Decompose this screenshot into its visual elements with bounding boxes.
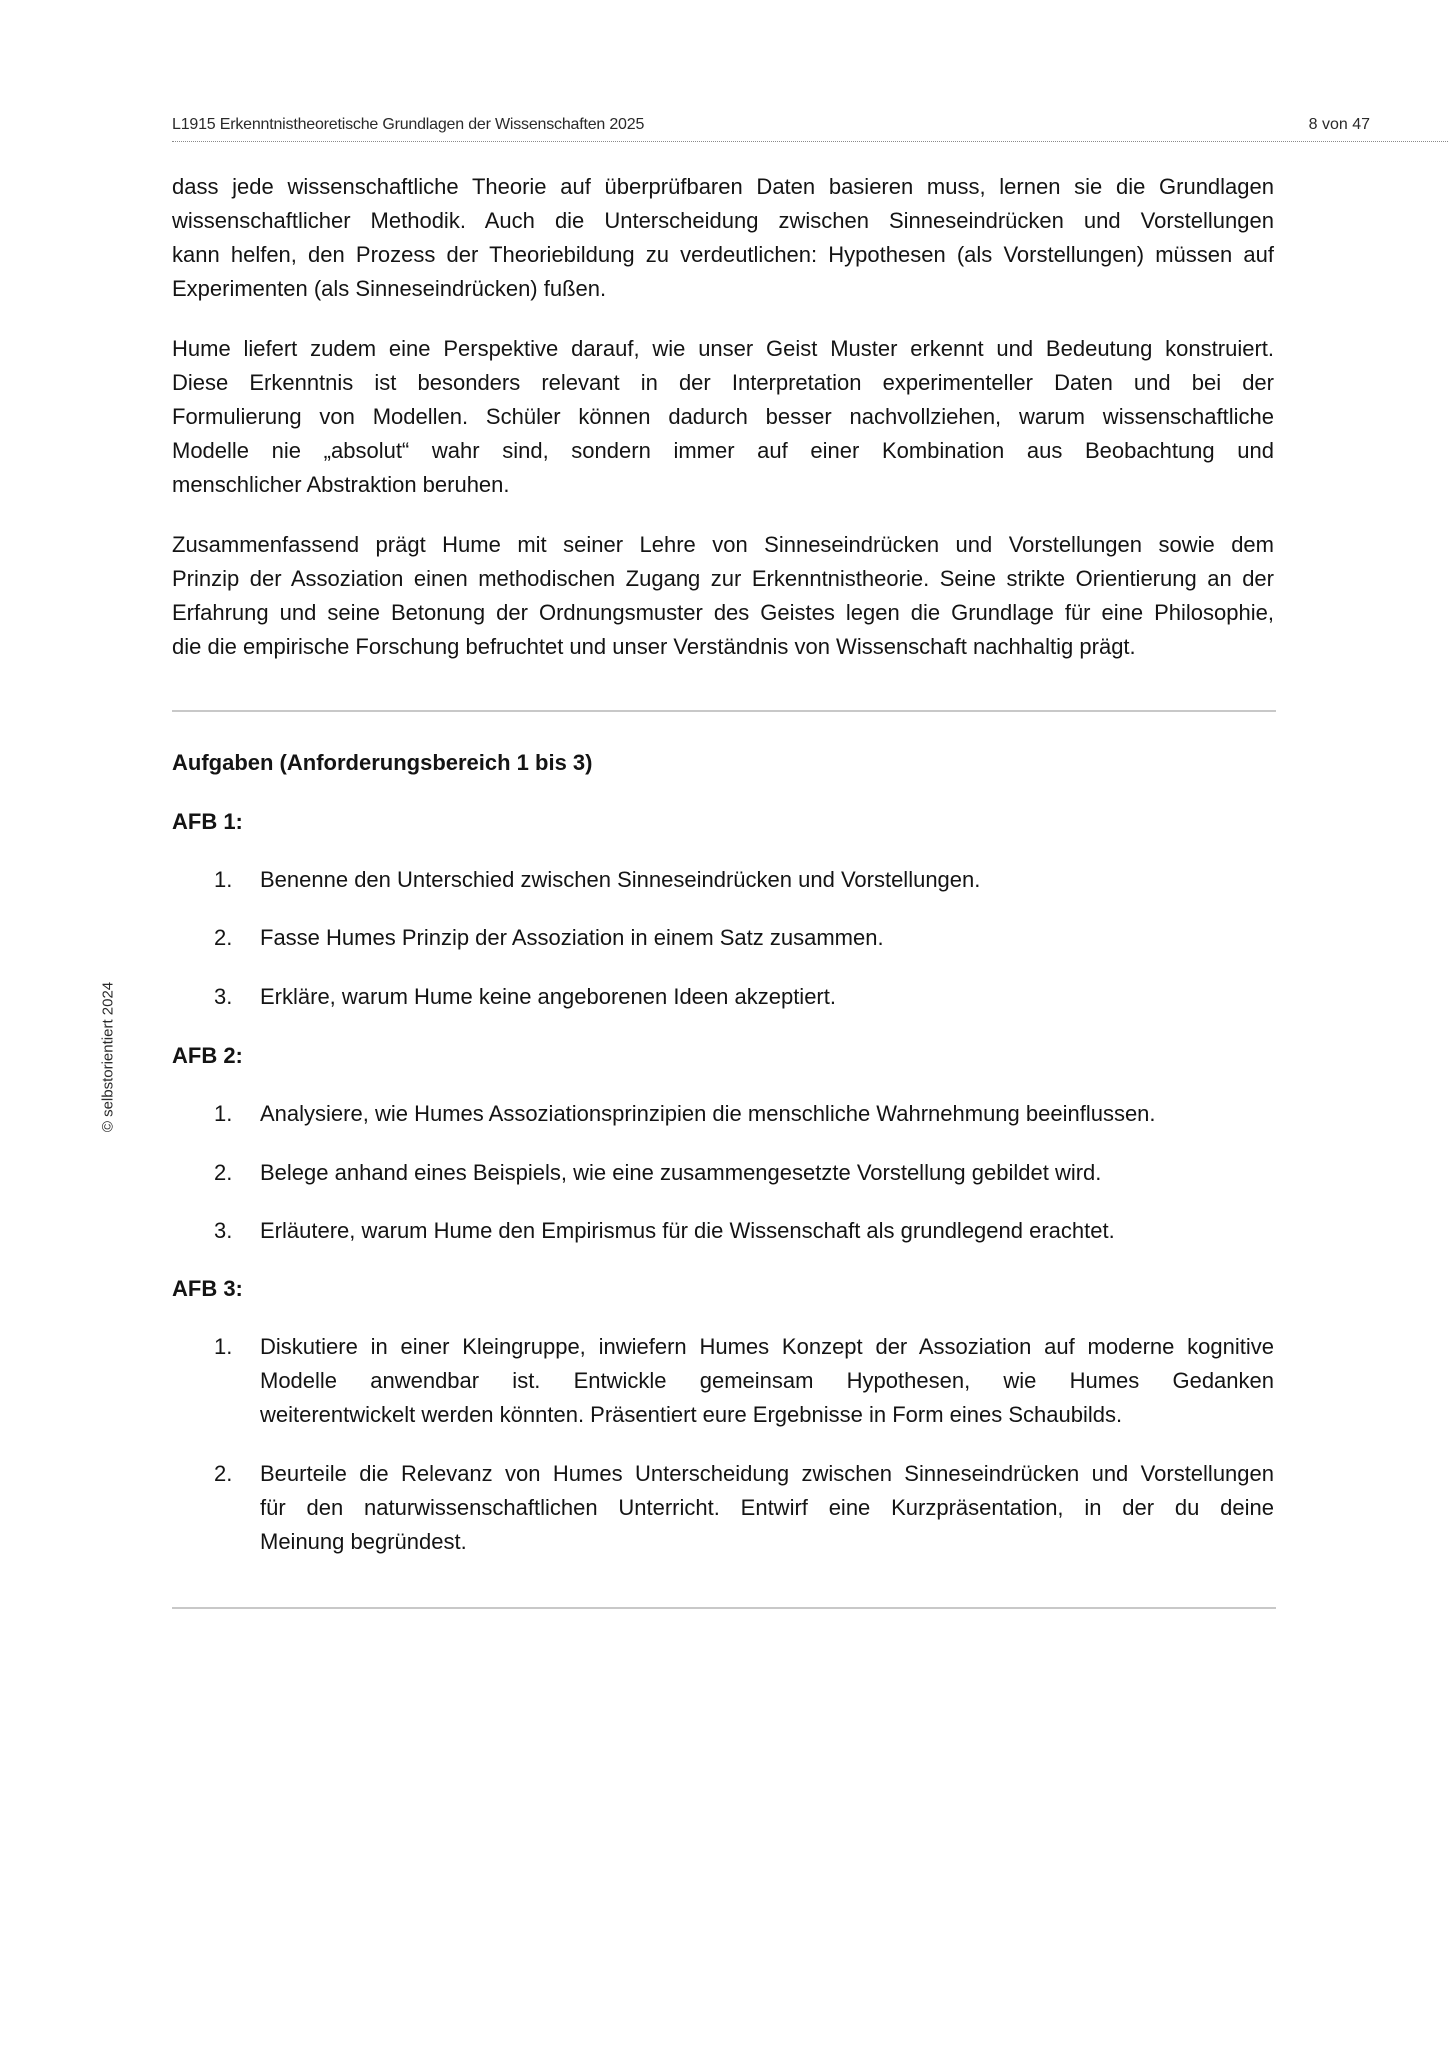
item-text: Erläutere, warum Hume den Empirismus für die Wissenschaft als grundlegend erachtet. [260, 1218, 1115, 1243]
tasks-heading: Aufgaben (Anforderungsbereich 1 bis 3) [172, 750, 593, 775]
text-line: Zusammenfassend prägt Hume mit seiner Lehre von Sinneseindrücken und Vorstellungen sowie dem [172, 532, 1274, 557]
section-divider [172, 1607, 1276, 1609]
section-label: AFB 2: [172, 1043, 243, 1068]
item-text: Erkläre, warum Hume keine angeborenen Ideen akzeptiert. [260, 984, 836, 1009]
page-indicator: 8 von 47 [1308, 116, 1370, 133]
document-title: L1915 Erkenntnistheoretische Grundlagen der Wissenschaften 2025 [172, 116, 645, 133]
text-line: Diese Erkenntnis ist besonders relevant in der Interpretation experimenteller Daten und bei der [172, 370, 1274, 395]
text-line: Hume liefert zudem eine Perspektive darauf, wie unser Geist Muster erkennt und Bedeutung konstruiert. [172, 336, 1274, 361]
item-text: Beurteile die Relevanz von Humes Unterscheidung zwischen Sinneseindrücken und Vorstellungen [260, 1461, 1274, 1486]
text-line: Formulierung von Modellen. Schüler können dadurch besser nachvollziehen, warum wissenschaftliche [172, 404, 1274, 429]
text-line: Erfahrung und seine Betonung der Ordnungsmuster des Geistes legen die Grundlage für eine Philosophie, [172, 600, 1274, 625]
text-line: die die empirische Forschung befruchtet und unser Verständnis von Wissenschaft nachhaltig prägt. [172, 634, 1136, 659]
item-number: 2. [214, 925, 233, 950]
item-number: 2. [214, 1160, 233, 1185]
text-line: wissenschaftlicher Methodik. Auch die Unterscheidung zwischen Sinneseindrücken und Vorstellungen [172, 208, 1274, 233]
item-text: Benenne den Unterschied zwischen Sinneseindrücken und Vorstellungen. [260, 867, 981, 892]
item-text: Meinung begründest. [260, 1529, 467, 1554]
text-line: Experimenten (als Sinneseindrücken) fußen. [172, 276, 607, 301]
item-text: Belege anhand eines Beispiels, wie eine zusammengesetzte Vorstellung gebildet wird. [260, 1160, 1102, 1185]
item-text: Diskutiere in einer Kleingruppe, inwiefern Humes Konzept der Assoziation auf moderne kognitive [260, 1334, 1274, 1359]
section-label: AFB 1: [172, 809, 243, 834]
copyright-note: © selbstorientiert 2024 [99, 981, 117, 1133]
item-text: Fasse Humes Prinzip der Assoziation in einem Satz zusammen. [260, 925, 884, 950]
item-text: Analysiere, wie Humes Assoziationsprinzipien die menschliche Wahrnehmung beeinflussen. [260, 1101, 1156, 1126]
text-line: Prinzip der Assoziation einen methodischen Zugang zur Erkenntnistheorie. Seine strikte Orientierung an der [172, 566, 1274, 591]
item-number: 3. [214, 984, 233, 1009]
page-header [172, 114, 1370, 138]
item-number: 1. [214, 867, 233, 892]
text-line: dass jede wissenschaftliche Theorie auf überprüfbaren Daten basieren muss, lernen sie die Grundlagen [172, 174, 1274, 199]
header-divider [172, 141, 1448, 142]
section-label: AFB 3: [172, 1276, 243, 1301]
text-line: Modelle nie „absolut“ wahr sind, sondern immer auf einer Kombination aus Beobachtung und [172, 438, 1274, 463]
text-line: kann helfen, den Prozess der Theoriebildung zu verdeutlichen: Hypothesen (als Vorstellungen) müssen auf [172, 242, 1274, 267]
item-text: weiterentwickelt werden könnten. Präsentiert eure Ergebnisse in Form eines Schaubilds. [260, 1402, 1123, 1427]
item-number: 1. [214, 1101, 233, 1126]
text-line: menschlicher Abstraktion beruhen. [172, 472, 510, 497]
section-divider [172, 710, 1276, 712]
item-text: Modelle anwendbar ist. Entwickle gemeinsam Hypothesen, wie Humes Gedanken [260, 1368, 1274, 1393]
item-text: für den naturwissenschaftlichen Unterricht. Entwirf eine Kurzpräsentation, in der du deine [260, 1495, 1274, 1520]
item-number: 2. [214, 1461, 233, 1486]
item-number: 3. [214, 1218, 233, 1243]
item-number: 1. [214, 1334, 233, 1359]
